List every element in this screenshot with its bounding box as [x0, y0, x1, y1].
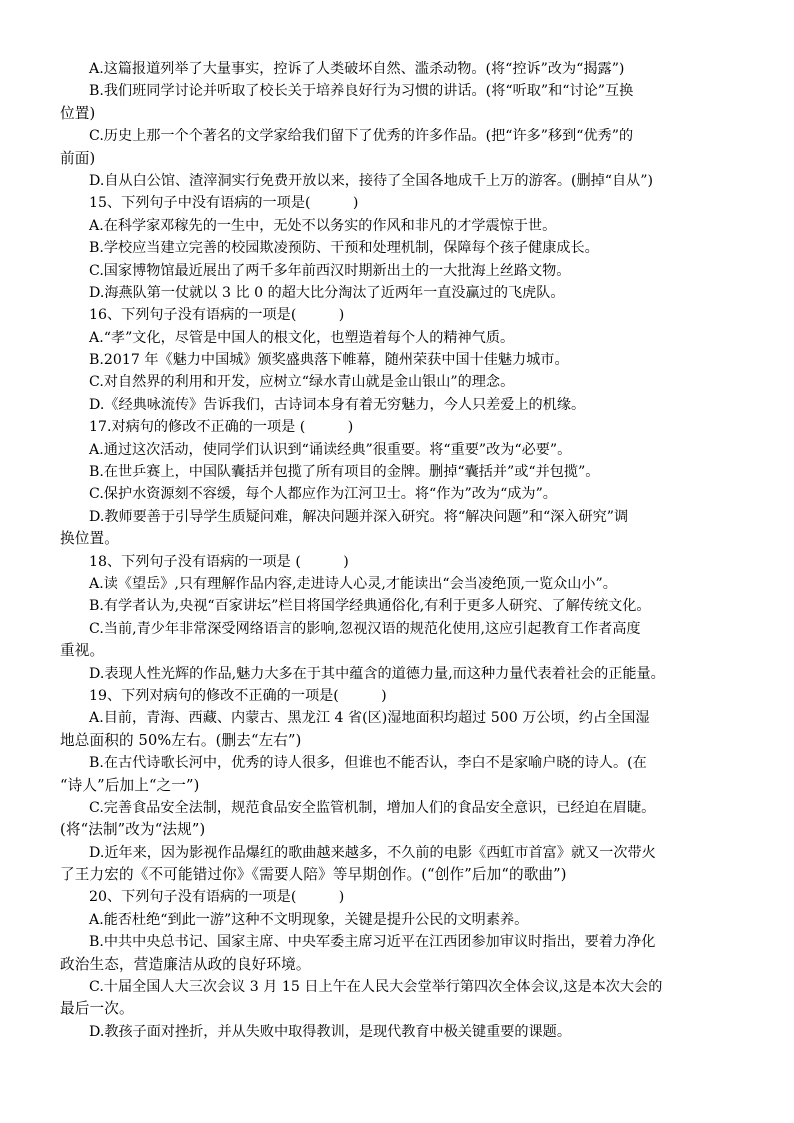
text-line: D.教孩子面对挫折，并从失败中取得教训，是现代教育中极关键重要的课题。 [89, 1023, 571, 1040]
text-line: B.我们班同学讨论并听取了校长关于培养良好行为习惯的讲话。(将“听取”和“讨论”互换 [89, 83, 634, 100]
text-line: 换位置。 [60, 530, 119, 548]
text-line: B.学校应当建立完善的校园欺凌预防、干预和处理机制，保障每个孩子健康成长。 [89, 240, 599, 257]
text-line: A.在科学家邓稼先的一生中，无处不以务实的作风和非凡的才学震惊于世。 [89, 217, 557, 234]
text-line: A.能否杜绝“到此一游”这种不文明现象，关键是提升公民的文明素养。 [89, 911, 529, 928]
text-line: 政治生态，营造廉洁从政的良好环境。 [60, 955, 311, 973]
text-line: D.《经典咏流传》告诉我们，古诗词本身有着无穷魅力，今人只差爱上的机缘。 [89, 396, 586, 413]
text-line: 地总面积的 50%左右。(删去“左右”) [60, 731, 302, 749]
text-line: D.自从白公馆、渣滓洞实行免费开放以来，接待了全国各地成千上万的游客。(删掉“自从”) [89, 172, 654, 189]
text-line: 位置) [60, 104, 96, 122]
text-line: A.“孝”文化，尽管是中国人的根文化，也塑造着每个人的精神气质。 [89, 329, 515, 346]
text-line: A.目前，青海、西藏、内蒙古、黑龙江 4 省(区)湿地面积均超过 500 万公顷，约占全国湿 [89, 710, 650, 727]
text-line: 15、下列句子中没有语病的一项是( ) [89, 195, 359, 212]
text-line: “诗人”后加上“之一”) [60, 776, 200, 794]
text-line: C.完善食品安全法制，规范食品安全监管机制，增加人们的食品安全意识，已经迫在眉睫。 [89, 799, 656, 816]
text-line: 19、下列对病句的修改不正确的一项是( ) [89, 687, 387, 704]
text-line: C.十届全国人大三次会议 3 月 15 日上午在人民大会堂举行第四次全体会议,这是本次大会的 [89, 979, 663, 996]
text-line: A.读《望岳》,只有理解作品内容,走进诗人心灵,才能读出“会当凌绝顶,一览众山小”。 [89, 575, 617, 592]
text-line: B.中共中央总书记、国家主席、中央军委主席习近平在江西团参加审议时指出，要着力净化 [89, 934, 656, 951]
text-line: B.在世乒赛上，中国队囊括并包揽了所有项目的金牌。删掉“囊括并”或“并包揽”。 [89, 464, 600, 481]
text-line: B.有学者认为,央视“百家讲坛”栏目将国学经典通俗化,有利于更多人研究、了解传统文化。 [89, 598, 651, 615]
text-line: 最后一次。 [60, 1000, 134, 1018]
text-line: C.对自然界的利用和开发，应树立“绿水青山就是金山银山”的理念。 [89, 374, 515, 391]
text-line: (将“法制”改为“法规”) [60, 821, 206, 839]
text-line: C.当前,青少年非常深受网络语言的影响,忽视汉语的规范化使用,这应引起教育工作者高度 [89, 620, 641, 637]
text-line: 前面) [60, 149, 96, 167]
text-line: C.国家博物馆最近展出了两千多年前西汉时期新出土的一大批海上丝路文物。 [89, 262, 571, 279]
text-line: D.近年来，因为影视作品爆红的歌曲越来越多，不久前的电影《西虹市首富》就又一次带火 [89, 844, 656, 861]
text-line: 17.对病句的修改不正确的一项是 ( ) [89, 419, 354, 436]
question-text-body [60, 58, 742, 1043]
text-line: B.在古代诗歌长河中，优秀的诗人很多，但谁也不能否认，李白不是家喻户晓的诗人。(在 [89, 755, 647, 772]
text-line: 18、下列句子没有语病的一项是 ( ) [89, 553, 349, 570]
text-line: D.教师要善于引导学生质疑问难，解决问题并深入研究。将“解决问题”和“深入研究”调 [89, 508, 629, 525]
text-line: B.2017 年《魅力中国城》颁奖盛典落下帷幕，随州荣获中国十佳魅力城市。 [89, 352, 569, 369]
text-line: 了王力宏的《不可能错过你》《需要人陪》等早期创作。(“创作”后加“的歌曲”) [60, 866, 567, 884]
text-line: 重视。 [60, 642, 105, 660]
text-line: C.保护水资源刻不容缓，每个人都应作为江河卫士。将“作为”改为“成为”。 [89, 486, 557, 503]
text-line: 16、下列句子没有语病的一项是( ) [89, 307, 345, 324]
text-line: A.通过这次活动，使同学们认识到“诵读经典”很重要。将“重要”改为“必要”。 [89, 441, 572, 458]
text-line: D.表现人性光辉的作品,魅力大多在于其中蕴含的道德力量,而这种力量代表着社会的正能量。 [89, 665, 665, 682]
text-line: C.历史上那一个个著名的文学家给我们留下了优秀的许多作品。(把“许多”移到“优秀”的 [89, 128, 634, 145]
text-line: A.这篇报道列举了大量事实，控诉了人类破坏自然、滥杀动物。(将“控诉”改为“揭露”) [89, 61, 625, 77]
text-line: 20、下列句子没有语病的一项是( ) [89, 889, 345, 906]
text-line: D.海燕队第一仗就以 3 比 0 的超大比分淘汰了近两年一直没赢过的飞虎队。 [89, 284, 565, 301]
